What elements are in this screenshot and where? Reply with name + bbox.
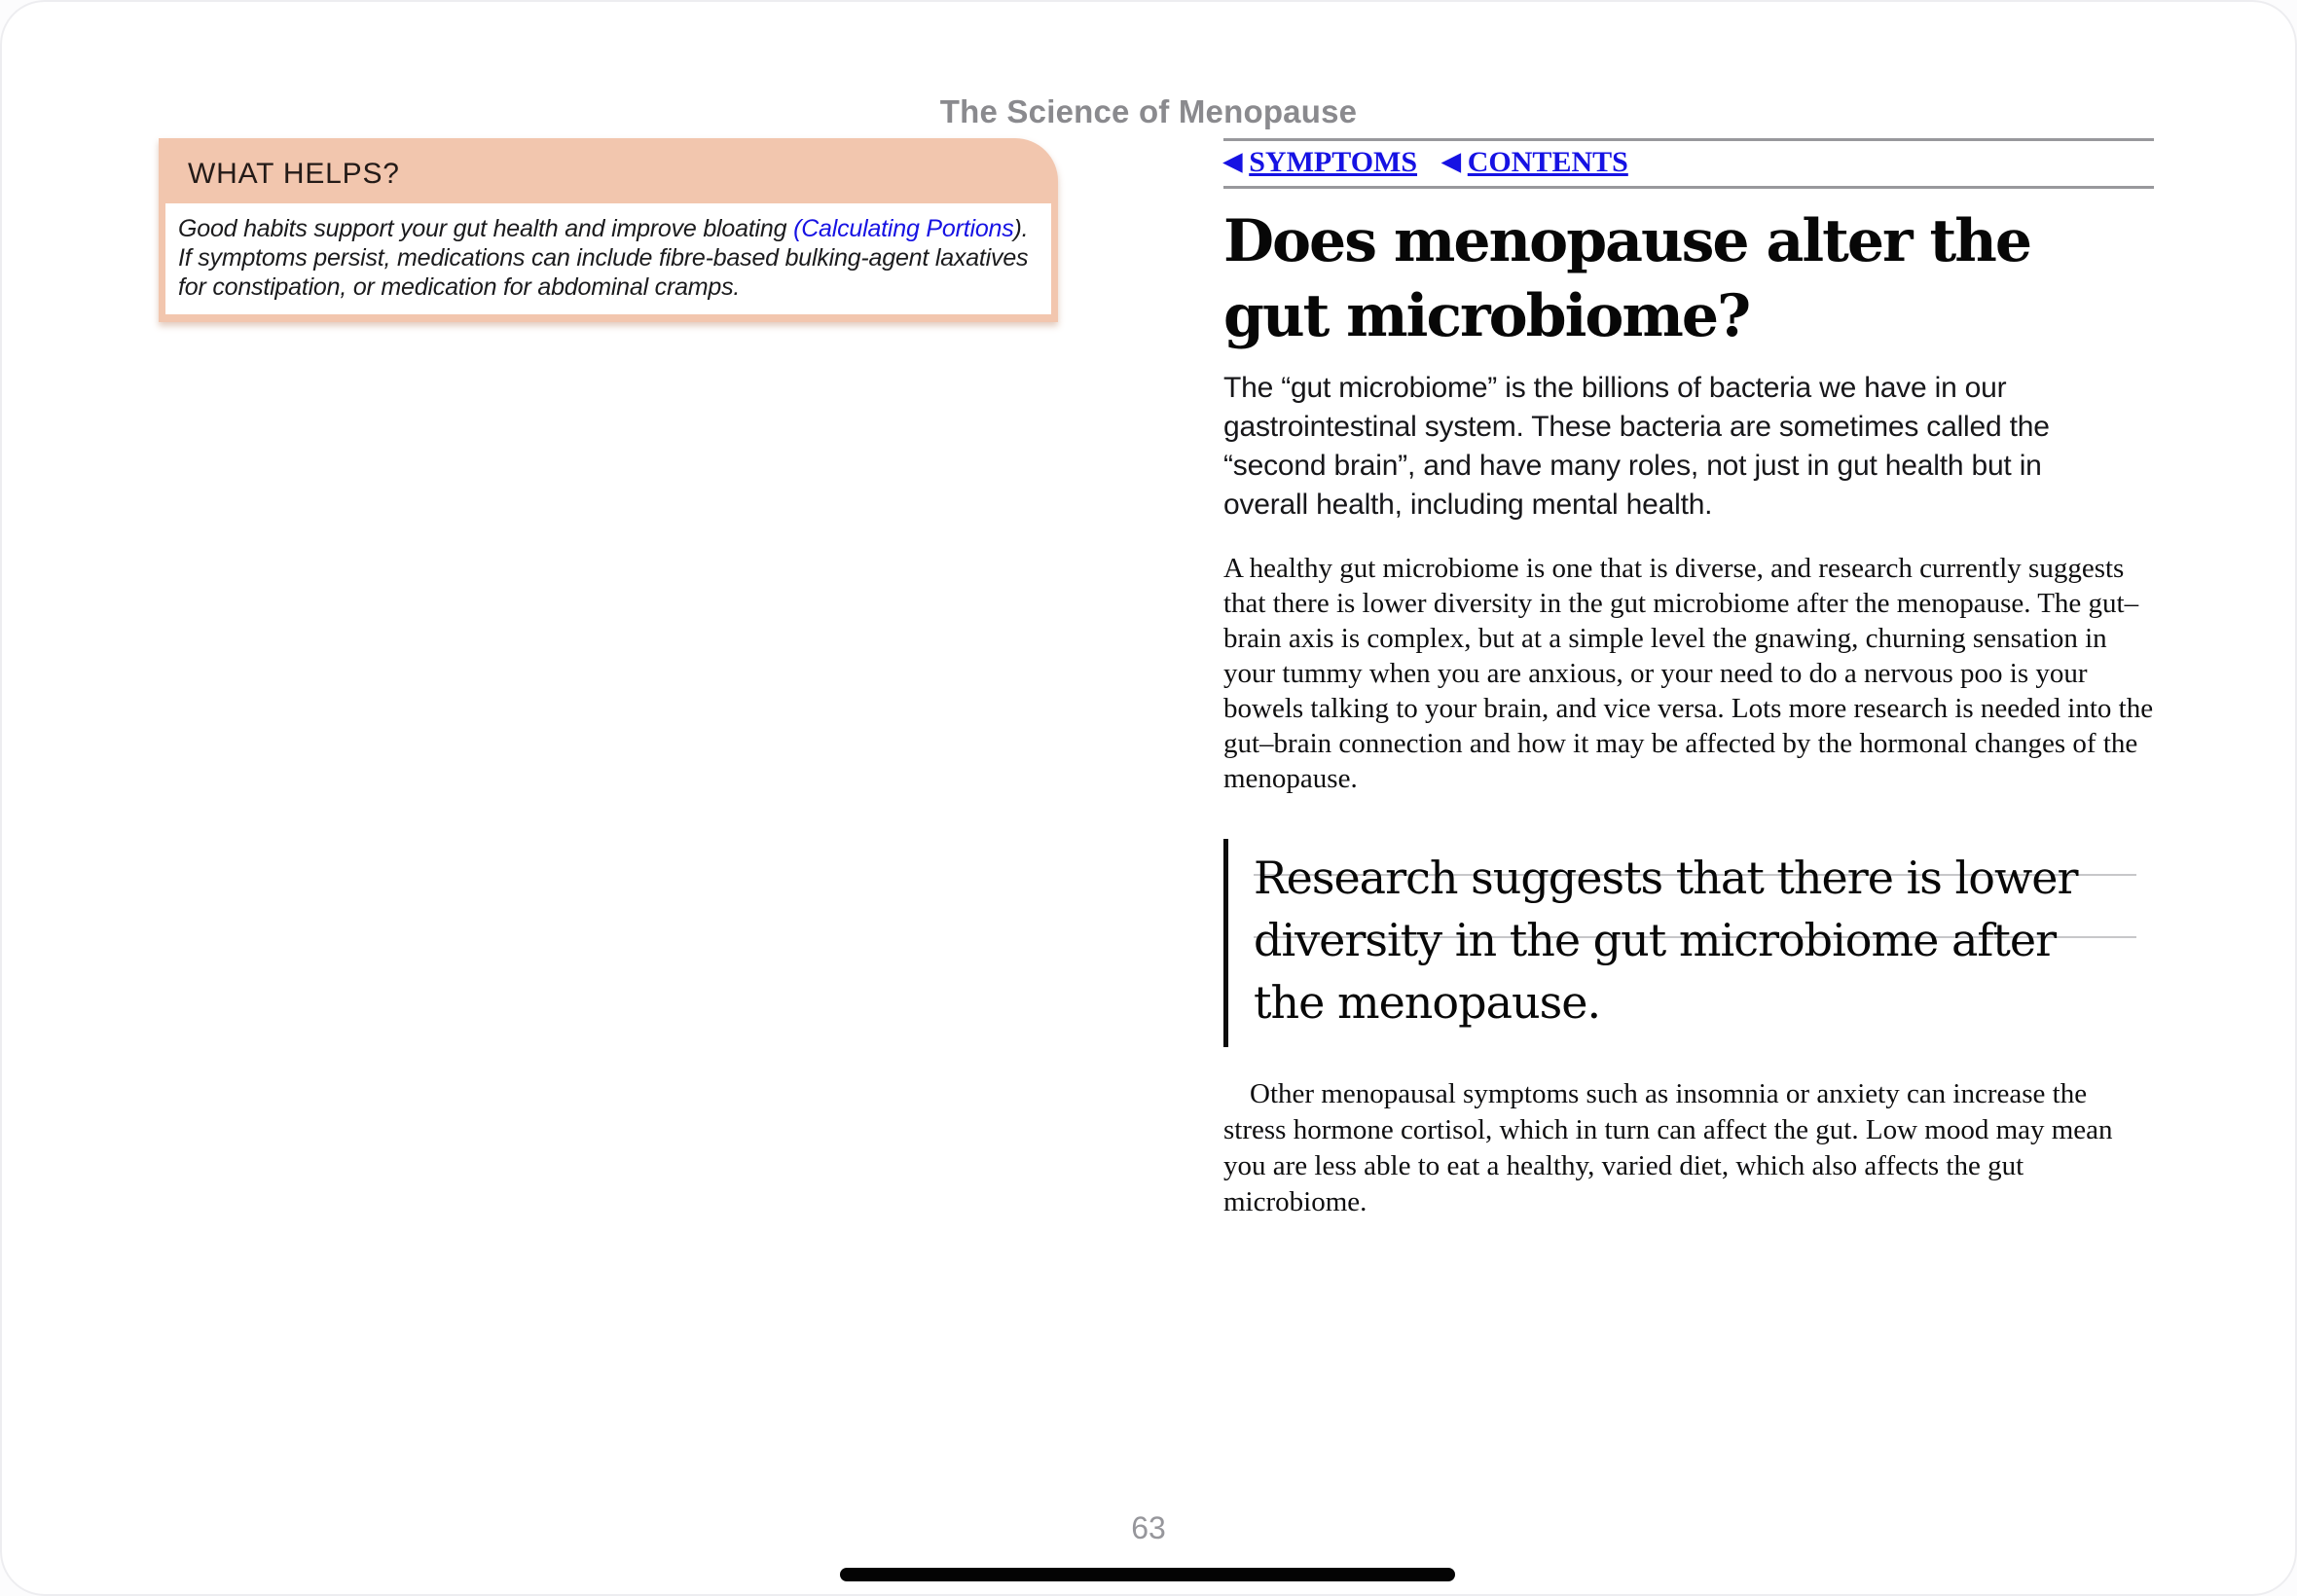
paragraph-intro: The “gut microbiome” is the billions of bacteria we have in our gastrointestinal system. These bacteria are sometimes called the “second brain”, and have many roles, not just in gut health but in overall health, including mental health. — [1223, 372, 2050, 521]
home-indicator-bar[interactable] — [840, 1568, 1455, 1581]
back-triangle-icon: ◀ — [1441, 149, 1461, 175]
callout-text-post: ). If symptoms persist, medications can include fibre-based bulking-agent laxatives for constipation, or medication for abdominal cramps. — [178, 215, 1029, 301]
calculating-portions-link[interactable]: (Calculating Portions — [793, 215, 1014, 242]
paragraph-outro: Other menopausal symptoms such as insomnia or anxiety can increase the stress hormone cortisol, which in turn can affect the gut. Low mood may mean you are less able to eat a healthy, varied diet, which also affects the gut microbiome. — [1223, 1078, 2113, 1217]
back-triangle-icon: ◀ — [1223, 149, 1243, 175]
nav-link-contents[interactable]: CONTENTS — [1467, 146, 1628, 178]
chapter-nav — [1223, 138, 2154, 189]
pull-quote-text: Research suggests that there is lower diversity in the gut microbiome after the menopause. — [1254, 852, 2078, 1029]
paragraph-body: A healthy gut microbiome is one that is diverse, and research currently suggests that there is lower diversity in the gut microbiome after the menopause. The gut–brain axis is complex, but at a simple level the gnawing, churning sensation in your tummy when you are anxious, or your need to do a nervous poo is your bowels talking to your brain, and vice versa. Lots more research is needed into the gut–brain connection and how it may be affected by the hormonal changes of the menopause. — [1223, 553, 2154, 794]
what-helps-callout — [159, 138, 1058, 322]
article-column — [1223, 195, 2154, 1220]
article-heading: Does menopause alter the gut microbiome? — [1223, 207, 2031, 350]
page-number: 63 — [1131, 1510, 1166, 1545]
callout-text-pre: Good habits support your gut health and improve bloating — [178, 215, 794, 242]
nav-link-symptoms[interactable]: SYMPTOMS — [1249, 146, 1418, 178]
pull-quote — [1223, 839, 2136, 1047]
callout-title: WHAT HELPS? — [188, 158, 400, 190]
book-title: The Science of Menopause — [939, 93, 1358, 129]
callout-body — [165, 203, 1051, 314]
